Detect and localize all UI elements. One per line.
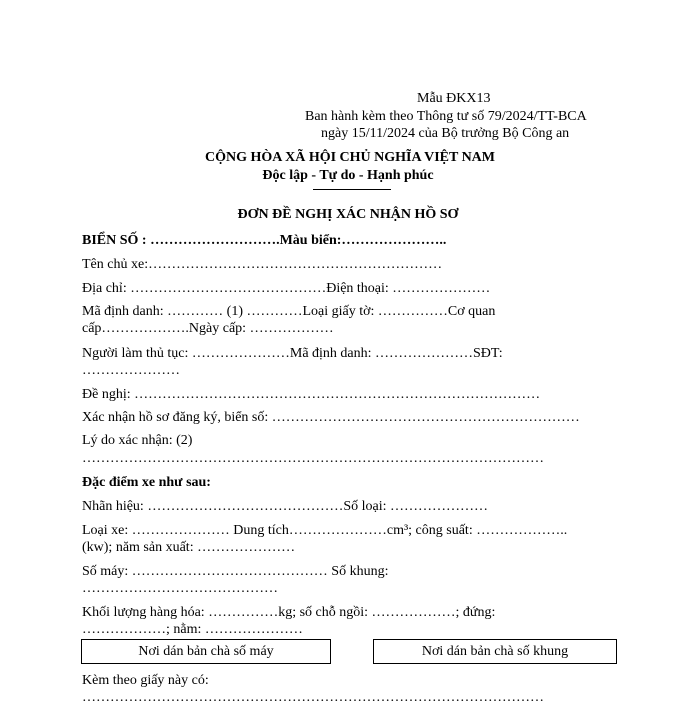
- request-line: Đề nghị: ……………………………………………………………………………: [82, 387, 541, 402]
- plate-number-line: BIỂN SỐ : ……………………….Màu biển:…………………..: [82, 233, 447, 248]
- attachments-dots: ………………………………………………………………………………………: [82, 690, 544, 705]
- vehicle-section-title: Đặc điểm xe như sau:: [82, 475, 211, 490]
- id-line-2: cấp……………….Ngày cấp: ………………: [82, 321, 334, 336]
- id-line-1: Mã định danh: ………… (1) …………Loại giấy tờ: ……………Cơ quan: [82, 304, 496, 319]
- issued-line-2: ngày 15/11/2024 của Bộ trưởng Bộ Công an: [321, 126, 570, 141]
- vehicle-type-line-2: (kw); năm sản xuất: …………………: [82, 540, 296, 555]
- frame-stamp-box: [373, 639, 617, 664]
- engine-frame-line-2: ……………………………………: [82, 581, 278, 596]
- engine-stamp-label: Nơi dán bản chà số máy: [138, 644, 274, 659]
- engine-stamp-box: [81, 639, 331, 664]
- motto-underline: [313, 189, 391, 190]
- attachments-label: Kèm theo giấy này có:: [82, 673, 209, 688]
- national-motto: Độc lập - Tự do - Hạnh phúc: [262, 168, 434, 183]
- address-phone-line: Địa chỉ: ……………………………………Điện thoại: …………………: [82, 281, 491, 296]
- engine-frame-line-1: Số máy: …………………………………… Số khung:: [82, 564, 389, 579]
- load-line-2: ………………; nằm: …………………: [82, 622, 303, 637]
- issued-line-1: Ban hành kèm theo Thông tư số 79/2024/TT-BCA: [305, 109, 587, 124]
- reason-dots: ………………………………………………………………………………………: [82, 451, 544, 466]
- reason-label: Lý do xác nhận: (2): [82, 433, 193, 448]
- applicant-line-2: …………………: [82, 363, 180, 378]
- document-title: ĐƠN ĐỀ NGHỊ XÁC NHẬN HỒ SƠ: [237, 207, 459, 222]
- applicant-line-1: Người làm thủ tục: …………………Mã định danh: …………………SĐT:: [82, 346, 503, 361]
- form-code: Mẫu ĐKX13: [417, 91, 491, 106]
- vehicle-type-line-1: Loại xe: ………………… Dung tích…………………cm³; công suất: ………………..: [82, 523, 568, 538]
- brand-model-line: Nhãn hiệu: ……………………………………Số loại: …………………: [82, 499, 488, 514]
- owner-name-line: Tên chủ xe:………………………………………………………: [82, 257, 443, 272]
- confirm-plate-line: Xác nhận hồ sơ đăng ký, biển số: …………………………………………………………: [82, 410, 580, 425]
- load-line-1: Khối lượng hàng hóa: ……………kg; số chỗ ngồi: ………………; đứng:: [82, 605, 496, 620]
- frame-stamp-label: Nơi dán bản chà số khung: [421, 644, 569, 659]
- national-name: CỘNG HÒA XÃ HỘI CHỦ NGHĨA VIỆT NAM: [204, 150, 495, 165]
